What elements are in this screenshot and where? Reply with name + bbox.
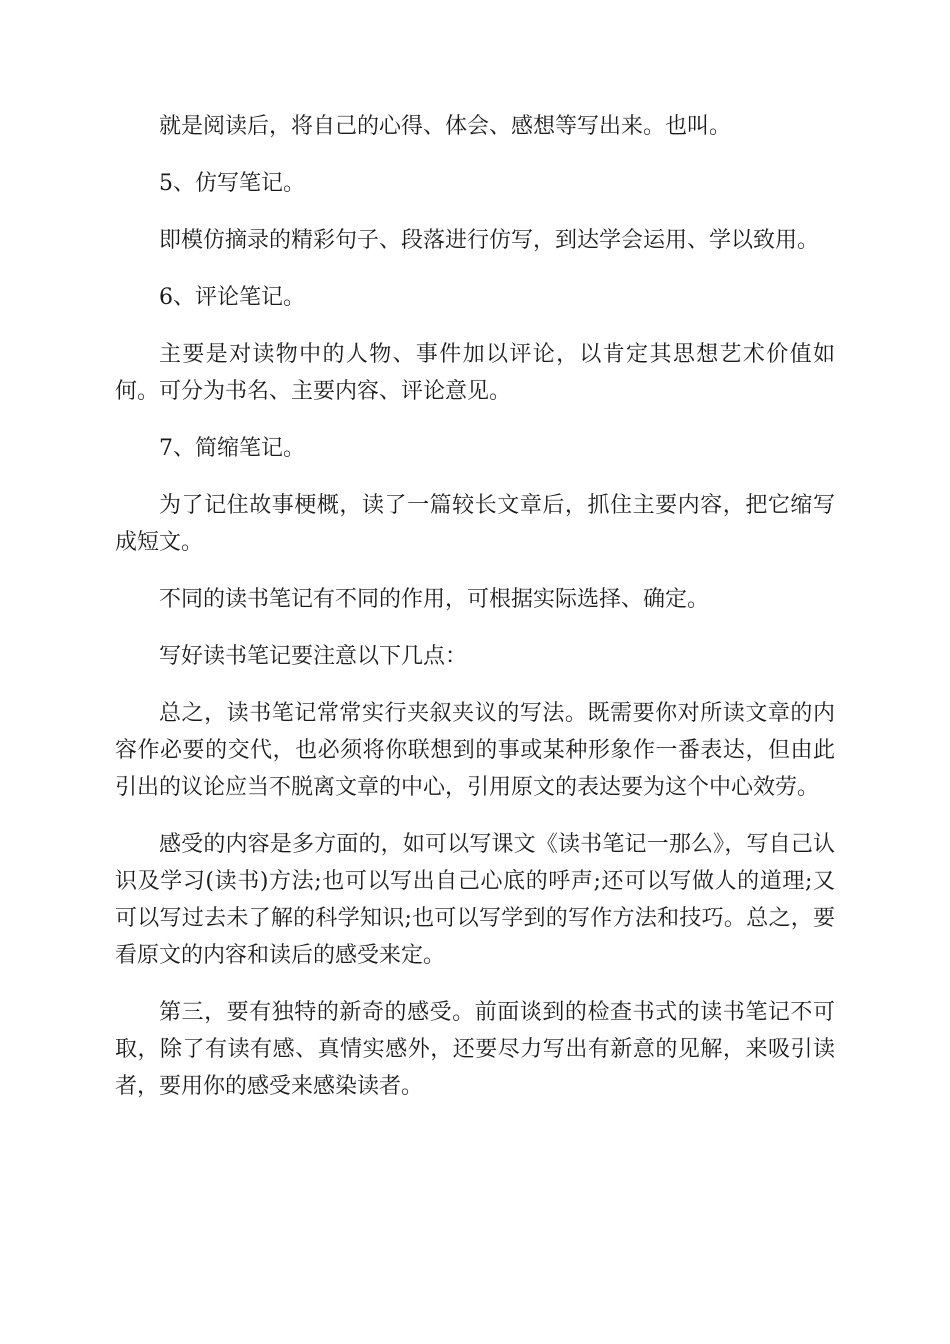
section-heading: 6、评论笔记。 <box>159 285 305 310</box>
paragraph: 不同的读书笔记有不同的作用，可根据实际选择、确定。 <box>159 587 710 612</box>
document-body <box>115 108 835 1125</box>
paragraph: 即模仿摘录的精彩句子、段落进行仿写，到达学会运用、学以致用。 <box>159 228 820 253</box>
paragraph: 感受的内容是多方面的，如可以写课文《读书笔记一那么》，写自己认识及学习(读书)方法;也可以写出自己心底的呼声;还可以写做人的道理;又可以写过去未了解的科学知识;也可以写学到的写作方法和技巧。总之，要看原文的内容和读后的感受来定。 <box>115 832 835 968</box>
paragraph: 为了记住故事梗概，读了一篇较长文章后，抓住主要内容，把它缩写成短文。 <box>115 493 835 555</box>
paragraph: 就是阅读后，将自己的心得、体会、感想等写出来。也叫。 <box>159 114 732 139</box>
paragraph: 写好读书笔记要注意以下几点： <box>159 644 468 669</box>
paragraph: 主要是对读物中的人物、事件加以评论，以肯定其思想艺术价值如何。可分为书名、主要内容、评论意见。 <box>115 342 835 404</box>
paragraph: 总之，读书笔记常常实行夹叙夹议的写法。既需要你对所读文章的内容作必要的交代，也必须将你联想到的事或某种形象作一番表达，但由此引出的议论应当不脱离文章的中心，引用原文的表达要为这个中心效劳。 <box>115 701 835 800</box>
section-heading: 5、仿写笔记。 <box>159 171 305 196</box>
paragraph: 第三，要有独特的新奇的感受。前面谈到的检查书式的读书笔记不可取，除了有读有感、真情实感外，还要尽力写出有新意的见解，来吸引读者，要用你的感受来感染读者。 <box>115 1000 835 1099</box>
section-heading: 7、简缩笔记。 <box>159 436 305 461</box>
